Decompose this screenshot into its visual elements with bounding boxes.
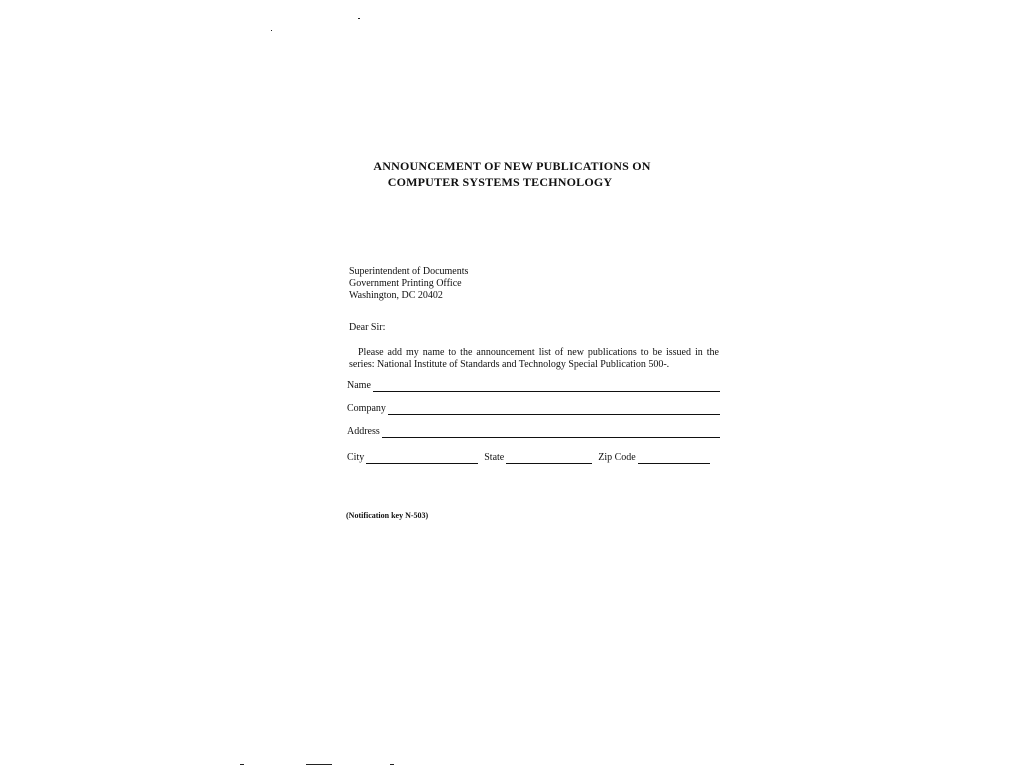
zip-input-line[interactable] xyxy=(638,453,710,464)
name-field-row xyxy=(347,380,720,392)
scan-speck xyxy=(358,18,360,19)
address-label: Address xyxy=(347,426,380,437)
recipient-line-3: Washington, DC 20402 xyxy=(349,290,443,301)
state-input-line[interactable] xyxy=(506,453,592,464)
state-label: State xyxy=(484,452,505,463)
salutation: Dear Sir: xyxy=(349,322,386,333)
recipient-address xyxy=(349,266,468,302)
city-input-line[interactable] xyxy=(366,453,478,464)
recipient-line-2: Government Printing Office xyxy=(349,278,462,289)
city-state-zip-row xyxy=(347,452,720,464)
city-label: City xyxy=(347,452,365,463)
name-label: Name xyxy=(347,380,371,391)
company-input-line[interactable] xyxy=(388,404,720,415)
name-input-line[interactable] xyxy=(373,381,720,392)
recipient-line-1: Superintendent of Documents xyxy=(349,266,469,277)
document-title xyxy=(0,158,1024,190)
address-field-row xyxy=(347,426,720,438)
zip-label: Zip Code xyxy=(598,452,636,463)
address-input-line[interactable] xyxy=(382,427,720,438)
scan-speck xyxy=(271,30,272,31)
company-label: Company xyxy=(347,403,386,414)
request-paragraph: Please add my name to the announcement list of new publications to be issued in the series: National Institute of Standards and Technology Special Publication 500-. xyxy=(349,347,719,370)
company-field-row xyxy=(347,403,720,415)
title-line-2: COMPUTER SYSTEMS TECHNOLOGY xyxy=(387,175,613,189)
scan-speck xyxy=(390,764,394,765)
scan-speck xyxy=(240,764,244,765)
scan-speck xyxy=(306,764,332,765)
title-line-1: ANNOUNCEMENT OF NEW PUBLICATIONS ON xyxy=(373,159,651,173)
notification-key: (Notification key N-503) xyxy=(346,511,429,520)
